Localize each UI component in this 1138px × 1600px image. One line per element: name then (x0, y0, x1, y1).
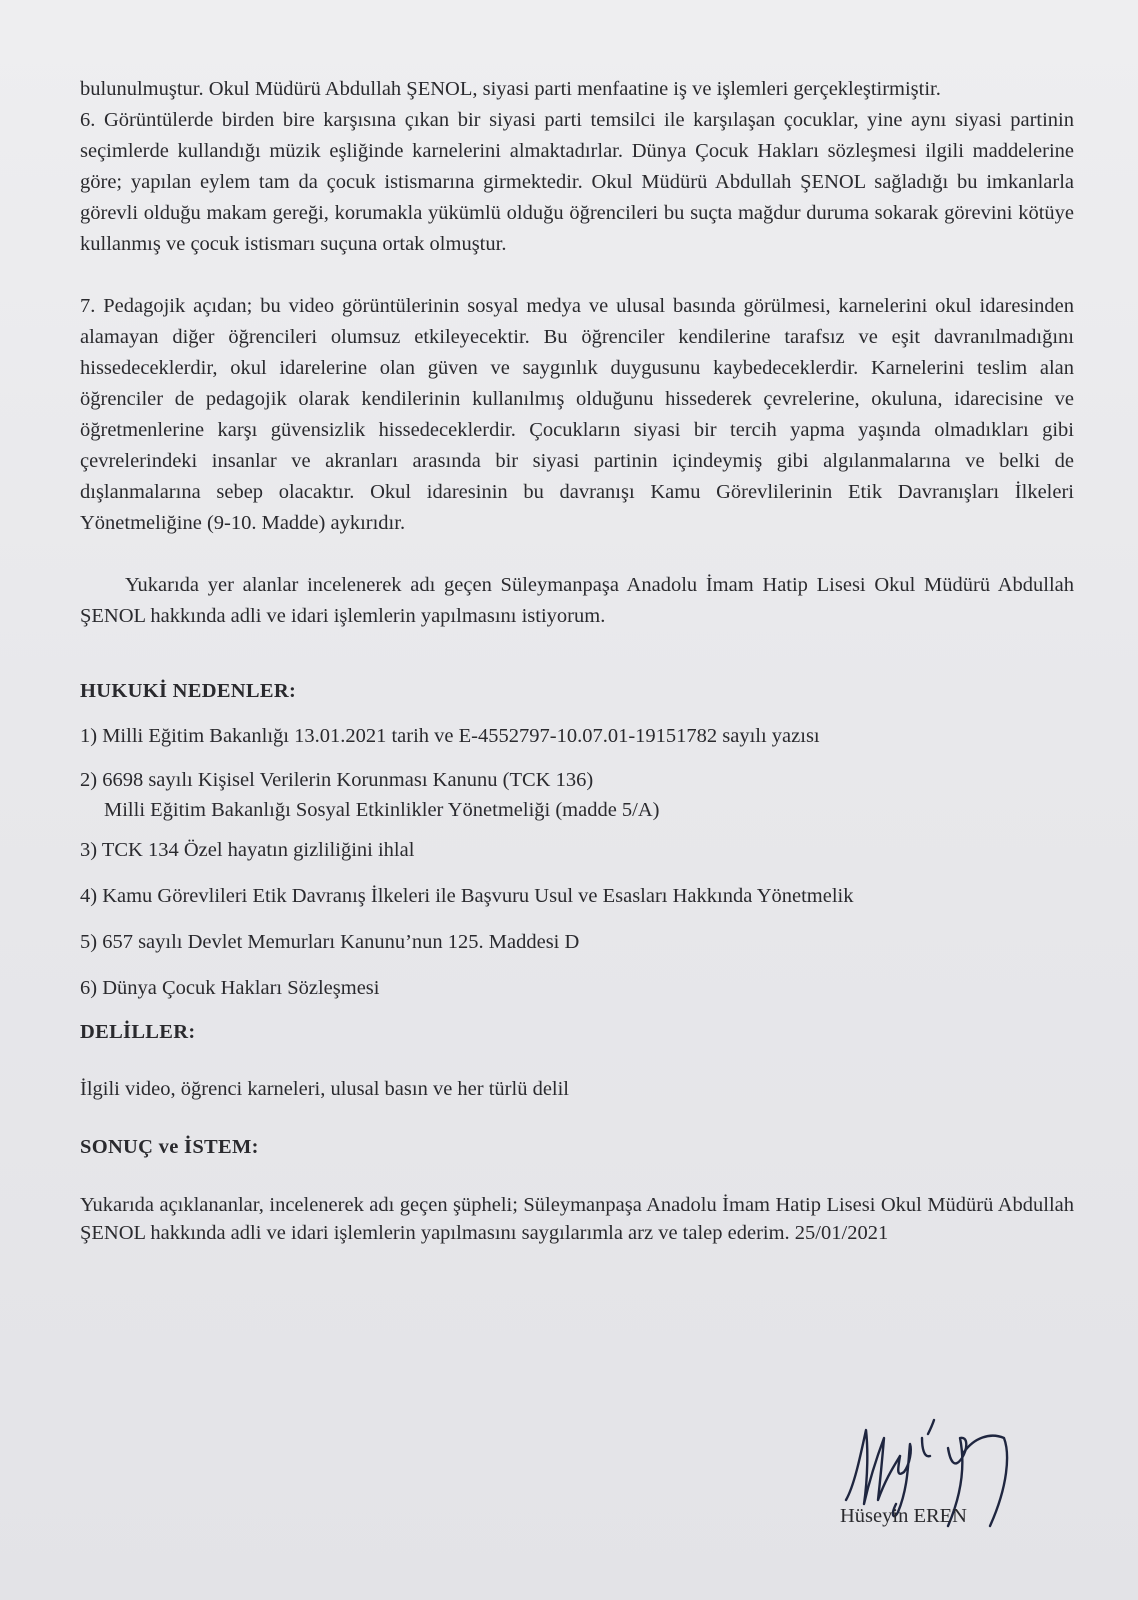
document-body (80, 74, 1074, 1247)
legal-item-4: 4) Kamu Görevlileri Etik Davranış İlkeleri ile Başvuru Usul ve Esasları Hakkında Yönetmelik (80, 885, 854, 907)
paragraph-7: 7. Pedagojik açıdan; bu video görüntülerinin sosyal medya ve ulusal basında görülmesi, karnelerini okul idaresinden alamayan diğer öğrencileri olumsuz etkileyecektir. Bu öğrenciler kendilerine tarafsız ve eşit davranılmadığını hissedeceklerdir, okul idarelerine olan güven ve saygınlık duygusunu kaybedeceklerdir. Karnelerini teslim alan öğrenciler de pedagojik olarak kendilerinin kullanılmış olduğunu hissederek çevrelerine, okuluna, idarecisine ve öğretmenlerine karşı güvensizlik hissedeceklerdir. Çocukların siyasi bir tercih yapma yaşında olmadıkları gibi çevrelerindeki insanlar ve akranları arasında bir siyasi partinin içindeymiş gibi algılanmalarına ve belki de dışlanmalarına sebep olacaktır. Okul idaresinin bu davranışı Kamu Görevlilerinin Etik Davranışları İlkeleri Yönetmeliğine (9-10. Madde) aykırıdır. (80, 295, 1074, 534)
legal-item-5: 5) 657 sayılı Devlet Memurları Kanunu’nun 125. Maddesi D (80, 931, 580, 953)
signature-stroke-1 (846, 1430, 900, 1504)
request-paragraph: Yukarıda yer alanlar incelenerek adı geçen Süleymanpaşa Anadolu İmam Hatip Lisesi Okul Müdürü Abdullah ŞENOL hakkında adli ve idari işlemlerin yapılmasını istiyorum. (80, 574, 1074, 627)
legal-item-2: 2) 6698 sayılı Kişisel Verilerin Korunması Kanunu (TCK 136) (80, 769, 594, 791)
evidence-heading: DELİLLER: (80, 1021, 196, 1043)
evidence-text: İlgili video, öğrenci karneleri, ulusal basın ve her türlü delil (80, 1078, 570, 1100)
legal-grounds-heading: HUKUKİ NEDENLER: (80, 680, 297, 702)
signature-stroke-3 (922, 1438, 930, 1456)
conclusion-heading: SONUÇ ve İSTEM: (80, 1136, 259, 1158)
conclusion-text: Yukarıda açıklananlar, incelenerek adı geçen şüpheli; Süleymanpaşa Anadolu İmam Hatip Lisesi Okul Müdürü Abdullah ŞENOL hakkında adli ve idari işlemlerin yapılmasını saygılarımla arz ve talep ederim. 25/01/2021 (80, 1194, 1074, 1244)
legal-item-2-sub: Milli Eğitim Bakanlığı Sosyal Etkinlikler Yönetmeliği (madde 5/A) (104, 799, 660, 821)
legal-item-1: 1) Milli Eğitim Bakanlığı 13.01.2021 tarih ve E-4552797-10.07.01-19151782 sayılı yazısı (80, 725, 820, 747)
signatory-name: Hüseyin EREN (840, 1505, 967, 1527)
paragraph-6: 6. Görüntülerde birden bire karşısına çıkan bir siyasi parti temsilci ile karşılaşan çocuklar, yine aynı siyasi partinin seçimlerde kullandığı müzik eşliğinde karnelerini almaktadırlar. Dünya Çocuk Hakları sözleşmesi ilgili maddelerine göre; yapılan eylem tam da çocuk istismarına girmektedir. Okul Müdürü Abdullah ŞENOL sağladığı bu imkanlarla görevli olduğu makam gereği, korumakla yükümlü olduğu öğrencileri bu suçta mağdur duruma sokarak görevini kötüye kullanmış ve çocuk istismarı suçuna ortak olmuştur. (80, 109, 1074, 255)
legal-item-6: 6) Dünya Çocuk Hakları Sözleşmesi (80, 977, 380, 999)
paragraph-5-continuation: bulunulmuştur. Okul Müdürü Abdullah ŞENOL, siyasi parti menfaatine iş ve işlemleri gerçekleştirmiştir. (80, 78, 941, 100)
legal-item-3: 3) TCK 134 Özel hayatın gizliliğini ihlal (80, 839, 415, 861)
signature-stroke-4 (928, 1420, 934, 1434)
signature-stroke-6 (964, 1436, 1007, 1526)
